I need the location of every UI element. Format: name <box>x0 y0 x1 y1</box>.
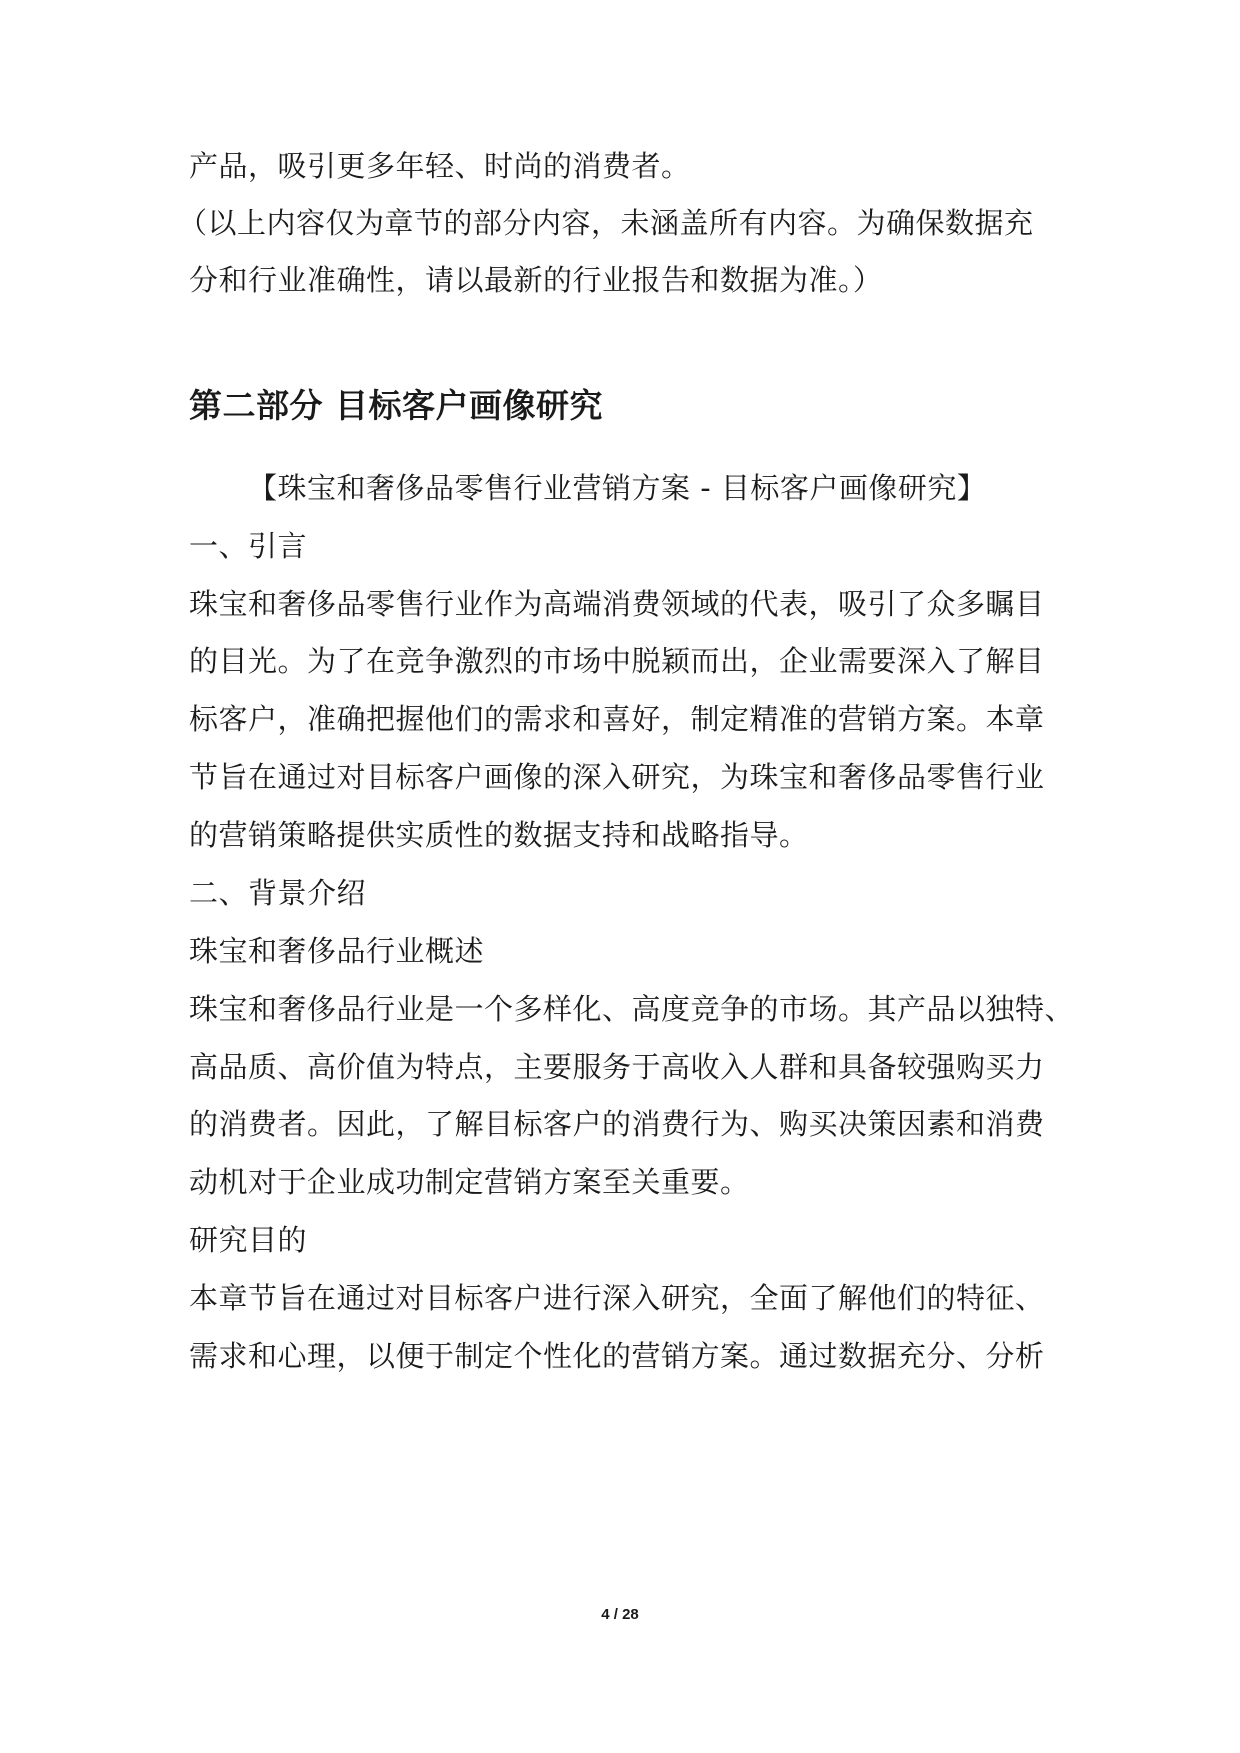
paragraph-line: 珠宝和奢侈品行业是一个多样化、高度竞争的市场。其产品以独特、 <box>189 992 1075 1026</box>
subheading-background: 二、背景介绍 <box>189 876 367 910</box>
paragraph-line: 的目光。为了在竞争激烈的市场中脱颖而出，企业需要深入了解目 <box>189 644 1045 678</box>
paragraph-line: 节旨在通过对目标客户画像的深入研究，为珠宝和奢侈品零售行业 <box>189 760 1045 794</box>
paragraph-line: 标客户，准确把握他们的需求和喜好，制定精准的营销方案。本章 <box>189 702 1045 736</box>
paragraph-line: 需求和心理，以便于制定个性化的营销方案。通过数据充分、分析 <box>189 1339 1045 1373</box>
page-number: 4 / 28 <box>601 1606 639 1623</box>
paragraph-line: 本章节旨在通过对目标客户进行深入研究，全面了解他们的特征、 <box>189 1281 1045 1315</box>
section-subtitle: 【珠宝和奢侈品零售行业营销方案 - 目标客户画像研究】 <box>248 471 987 505</box>
paragraph-line: 高品质、高价值为特点，主要服务于高收入人群和具备较强购买力 <box>189 1050 1045 1084</box>
subheading-introduction: 一、引言 <box>189 529 308 563</box>
paragraph-line: 的消费者。因此，了解目标客户的消费行为、购买决策因素和消费 <box>189 1107 1045 1141</box>
paragraph-line: 珠宝和奢侈品零售行业作为高端消费领域的代表，吸引了众多瞩目 <box>189 587 1045 621</box>
paragraph-line: 分和行业准确性，请以最新的行业报告和数据为准。） <box>189 263 883 297</box>
paragraph-line: 的营销策略提供实质性的数据支持和战略指导。 <box>189 818 809 852</box>
section-heading: 第二部分 目标客户画像研究 <box>189 386 603 425</box>
subheading-industry-overview: 珠宝和奢侈品行业概述 <box>189 934 485 968</box>
paragraph-line: （以上内容仅为章节的部分内容，未涵盖所有内容。为确保数据充 <box>178 206 1034 240</box>
paragraph-line: 产品，吸引更多年轻、时尚的消费者。 <box>189 149 691 183</box>
subheading-research-purpose: 研究目的 <box>189 1223 308 1257</box>
paragraph-line: 动机对于企业成功制定营销方案至关重要。 <box>189 1165 750 1199</box>
